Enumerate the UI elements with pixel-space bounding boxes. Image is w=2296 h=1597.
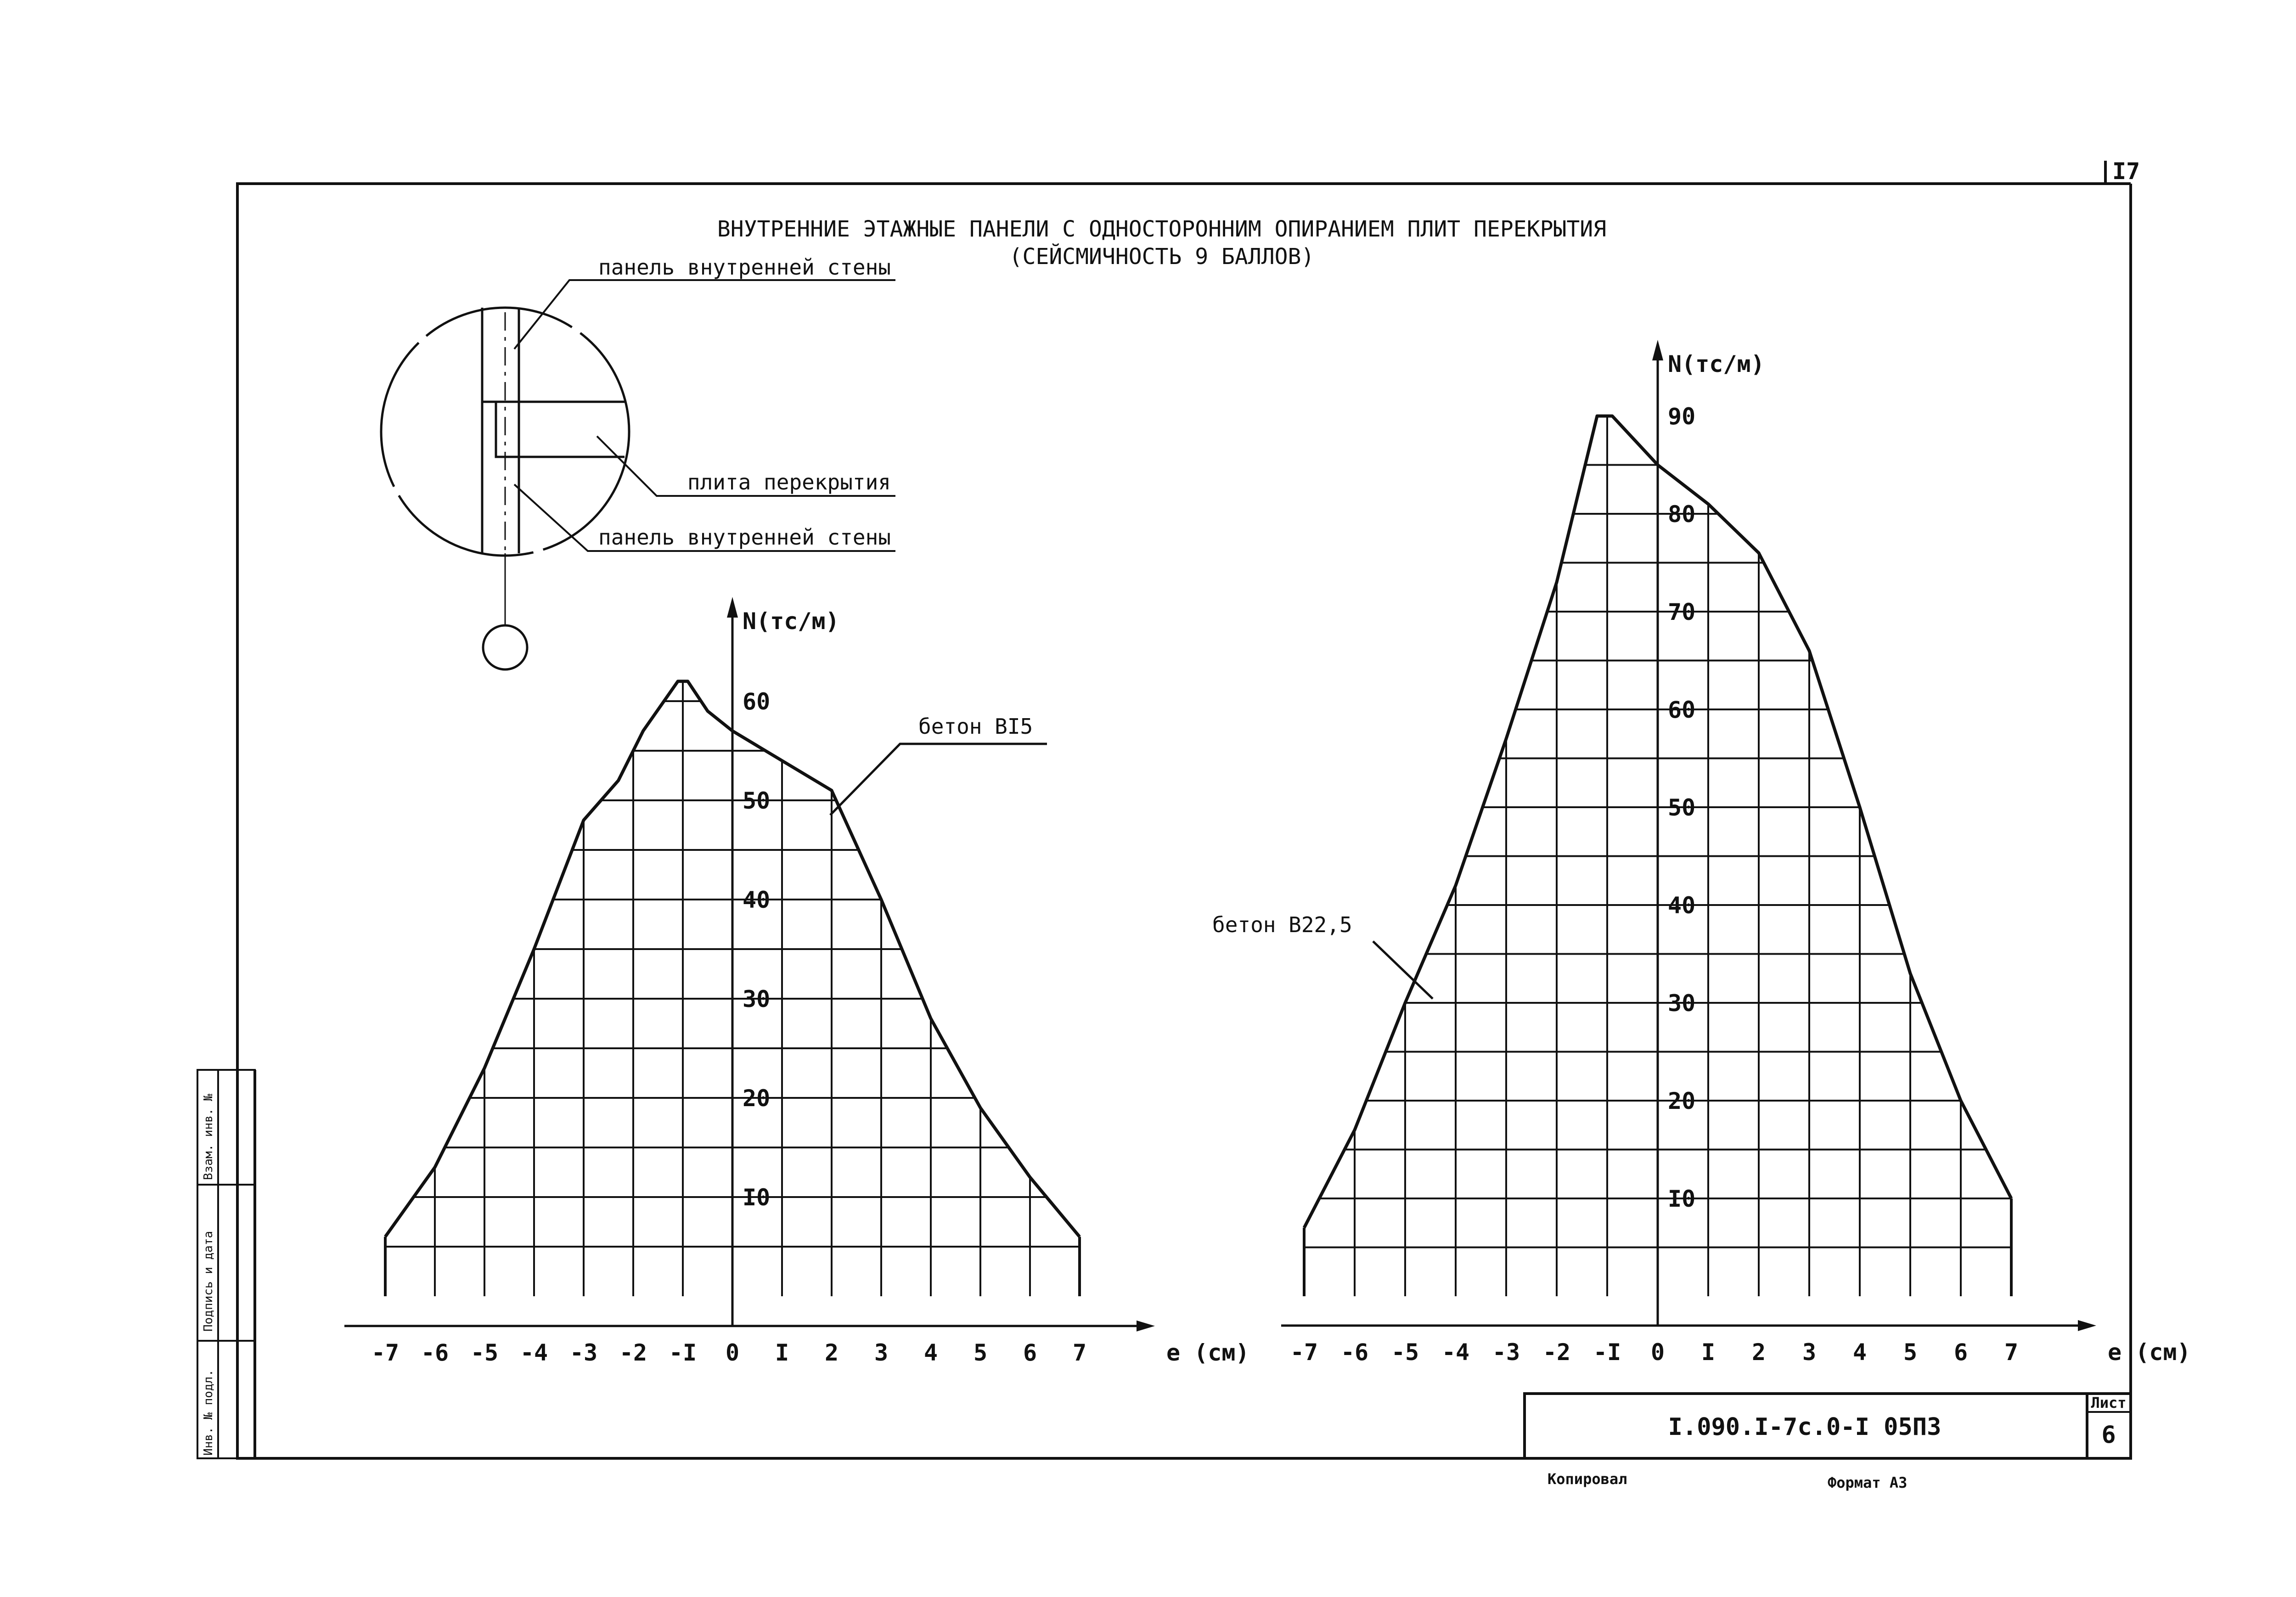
- label-wall-bottom: панель внутренней стены: [598, 525, 891, 550]
- slab-joint: [496, 402, 519, 457]
- detail-marker-circle: [483, 625, 527, 669]
- x-tick-label: 0: [1650, 1338, 1665, 1366]
- y-tick-label: 50: [1668, 794, 1696, 821]
- x-tick-label: I: [775, 1339, 789, 1366]
- label-slab: плита перекрытия: [687, 470, 891, 495]
- x-tick-label: -3: [1492, 1338, 1520, 1366]
- x-tick-label: -4: [520, 1339, 548, 1366]
- x-tick-label: -2: [619, 1339, 647, 1366]
- x-axis-label: e (см): [1166, 1339, 1249, 1366]
- x-tick-label: -5: [1391, 1338, 1419, 1366]
- format-label: Формат А3: [1828, 1474, 1908, 1491]
- frame: [237, 161, 2131, 1458]
- x-axis-arrow: [2078, 1320, 2096, 1331]
- x-tick-label: 7: [1072, 1339, 1087, 1366]
- y-tick-label: 30: [743, 986, 771, 1012]
- y-axis-label: N(тс/м): [1668, 351, 1765, 377]
- y-axis-arrow: [1652, 340, 1663, 360]
- x-tick-label: -6: [421, 1339, 449, 1366]
- chart-b15: [344, 597, 1249, 1366]
- x-tick-label: 5: [973, 1339, 988, 1366]
- side-label-signature: Подпись и дата: [202, 1231, 215, 1332]
- x-tick-label: 3: [1802, 1338, 1817, 1366]
- x-tick-label: -3: [569, 1339, 598, 1366]
- x-tick-label: 4: [1852, 1338, 1867, 1366]
- x-tick-label: 2: [1751, 1338, 1766, 1366]
- x-tick-label: -5: [470, 1339, 499, 1366]
- y-tick-label: 40: [743, 887, 771, 913]
- side-label-inv: Инв. № подл.: [202, 1369, 215, 1456]
- copied-label: Копировал: [1548, 1470, 1627, 1488]
- document-code: I.090.I-7c.0-I 05ПЗ: [1668, 1413, 1941, 1441]
- y-tick-label: 20: [743, 1085, 771, 1112]
- x-tick-label: 6: [1953, 1338, 1968, 1366]
- x-axis-label: e (см): [2108, 1338, 2191, 1366]
- y-tick-label: 60: [743, 688, 771, 715]
- y-axis-label: N(тс/м): [743, 608, 839, 635]
- y-tick-label: 90: [1668, 403, 1696, 430]
- x-tick-label: -7: [371, 1339, 400, 1366]
- x-tick-label: -4: [1441, 1338, 1470, 1366]
- x-tick-label: -7: [1290, 1338, 1318, 1366]
- sheet-subtitle: (СЕЙСМИЧНОСТЬ 9 БАЛЛОВ): [1009, 244, 1315, 270]
- annotation-label: бетон В22,5: [1212, 912, 1352, 937]
- sheet-number: 6: [2101, 1421, 2116, 1449]
- sheet-title: ВНУТРЕННИЕ ЭТАЖНЫЕ ПАНЕЛИ С ОДНОСТОРОННИМ ОПИРАНИЕМ ПЛИТ ПЕРЕКРЫТИЯ: [717, 216, 1607, 242]
- frame-border: [237, 184, 2131, 1458]
- y-tick-label: 60: [1668, 697, 1696, 723]
- y-tick-label: 30: [1668, 990, 1696, 1017]
- x-tick-label: 0: [725, 1339, 740, 1366]
- x-tick-label: 7: [2004, 1338, 2019, 1366]
- side-label-replace: Взам. инв. №: [202, 1094, 215, 1180]
- x-tick-label: 2: [824, 1339, 839, 1366]
- annotation-label: бетон ВI5: [918, 714, 1033, 739]
- x-tick-label: I: [1701, 1338, 1716, 1366]
- y-tick-label: 20: [1668, 1088, 1696, 1114]
- x-tick-label: 3: [874, 1339, 889, 1366]
- x-tick-label: -I: [669, 1339, 697, 1366]
- x-tick-label: 6: [1023, 1339, 1037, 1366]
- y-tick-label: I0: [743, 1184, 771, 1211]
- annotation-leader: [830, 744, 1047, 815]
- chart-b22-5: [1212, 318, 2191, 1366]
- x-tick-label: 5: [1903, 1338, 1918, 1366]
- sheet-label: Лист: [2091, 1394, 2127, 1411]
- y-axis-arrow: [727, 597, 738, 618]
- page-number: I7: [2112, 158, 2140, 185]
- x-axis-arrow: [1137, 1321, 1155, 1332]
- y-tick-label: 70: [1668, 599, 1696, 625]
- label-wall-top: панель внутренней стены: [598, 255, 891, 280]
- x-tick-label: 4: [923, 1339, 938, 1366]
- x-tick-label: -6: [1340, 1338, 1369, 1366]
- y-tick-label: I0: [1668, 1186, 1696, 1212]
- leader-top: [514, 280, 895, 349]
- annotation-leader: [1373, 941, 1433, 999]
- y-tick-label: 50: [743, 787, 771, 814]
- x-tick-label: -I: [1593, 1338, 1621, 1366]
- y-tick-label: 40: [1668, 892, 1696, 919]
- y-tick-label: 80: [1668, 501, 1696, 528]
- x-tick-label: -2: [1542, 1338, 1571, 1366]
